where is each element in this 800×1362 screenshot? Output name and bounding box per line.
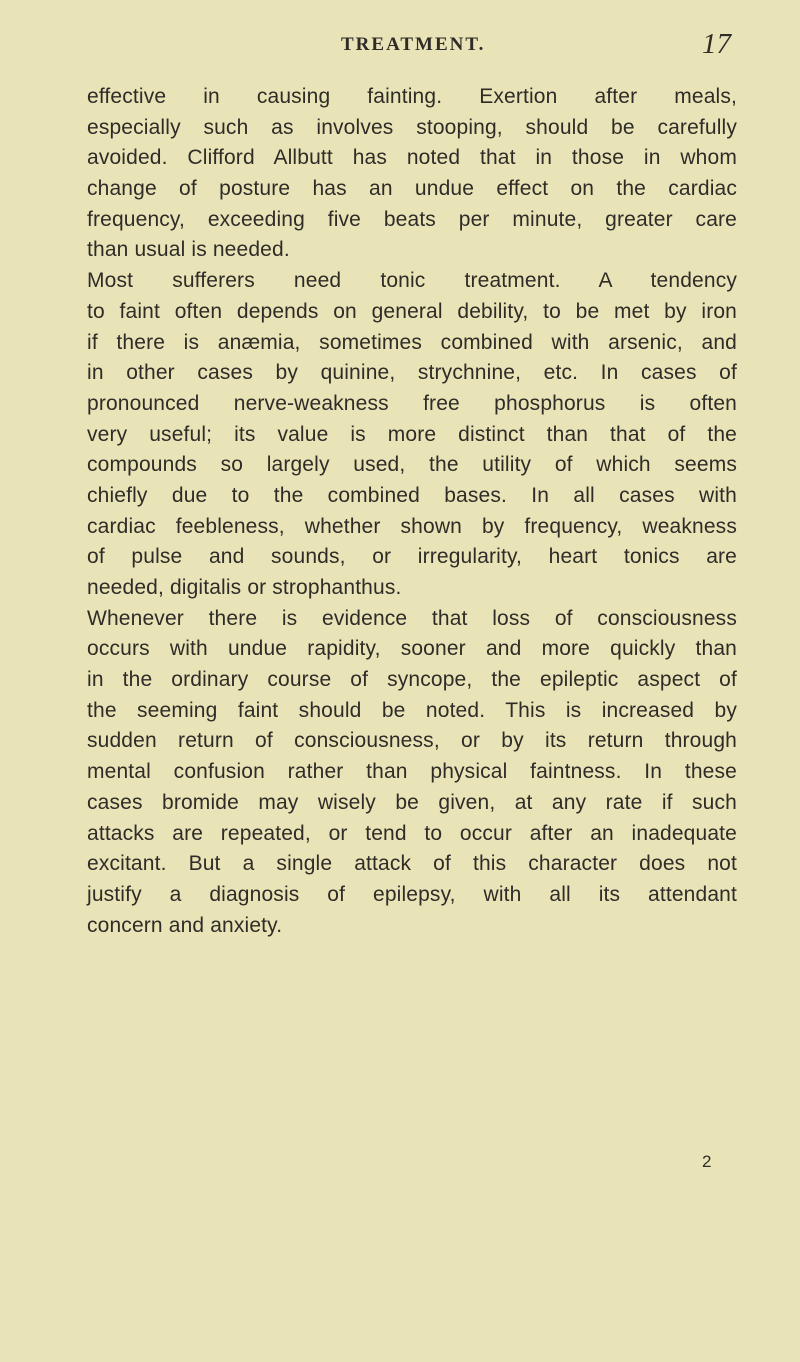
text-line: in other cases by quinine, strychnine, etc. In cases of	[87, 361, 737, 385]
text-line: the seeming faint should be noted. This is increased by	[87, 698, 737, 722]
signature-mark: 2	[702, 1152, 712, 1171]
text-line: Whenever there is evidence that loss of consciousness	[87, 606, 737, 630]
text-line: effective in causing fainting. Exertion after meals,	[87, 85, 737, 108]
text-line: cases bromide may wisely be given, at any rate if such	[87, 790, 737, 814]
text-line: to faint often depends on general debility, to be met by iron	[87, 299, 737, 323]
text-line: attacks are repeated, or tend to occur after an inadequate	[87, 821, 737, 845]
text-line: justify a diagnosis of epilepsy, with all its attendant	[87, 882, 737, 906]
text-line: needed, digitalis or strophanthus.	[87, 576, 402, 599]
text-line: concern and anxiety.	[87, 913, 283, 937]
text-line: cardiac feebleness, whether shown by frequency, weakness	[87, 514, 737, 538]
text-line: mental confusion rather than physical faintness. In these	[87, 760, 737, 784]
text-line: if there is anæmia, sometimes combined with arsenic, and	[87, 330, 737, 354]
running-header	[0, 30, 800, 60]
text-line: compounds so largely used, the utility of which seems	[87, 453, 737, 477]
text-line: than usual is needed.	[87, 238, 290, 262]
text-line: sudden return of consciousness, or by its return through	[87, 729, 737, 753]
text-line: excitant. But a single attack of this character does not	[87, 852, 737, 876]
text-line: very useful; its value is more distinct than that of the	[87, 422, 737, 446]
text-line: frequency, exceeding five beats per minute, greater care	[87, 207, 737, 231]
text-line: of pulse and sounds, or irregularity, heart tonics are	[87, 545, 737, 569]
text-line: pronounced nerve-weakness free phosphorus is often	[87, 391, 737, 415]
text-line: chiefly due to the combined bases. In all cases with	[87, 483, 737, 507]
text-line: in the ordinary course of syncope, the epileptic aspect of	[87, 668, 737, 692]
running-title: TREATMENT.	[341, 34, 486, 55]
text-line: avoided. Clifford Allbutt has noted that in those in whom	[87, 146, 737, 170]
text-line: change of posture has an undue effect on the cardiac	[87, 177, 737, 201]
text-line: occurs with undue rapidity, sooner and more quickly than	[87, 637, 737, 661]
page-number: 17	[702, 28, 731, 60]
text-line: especially such as involves stooping, should be carefully	[87, 115, 737, 139]
text-line: Most sufferers need tonic treatment. A tendency	[87, 269, 737, 293]
body-text	[87, 82, 737, 941]
